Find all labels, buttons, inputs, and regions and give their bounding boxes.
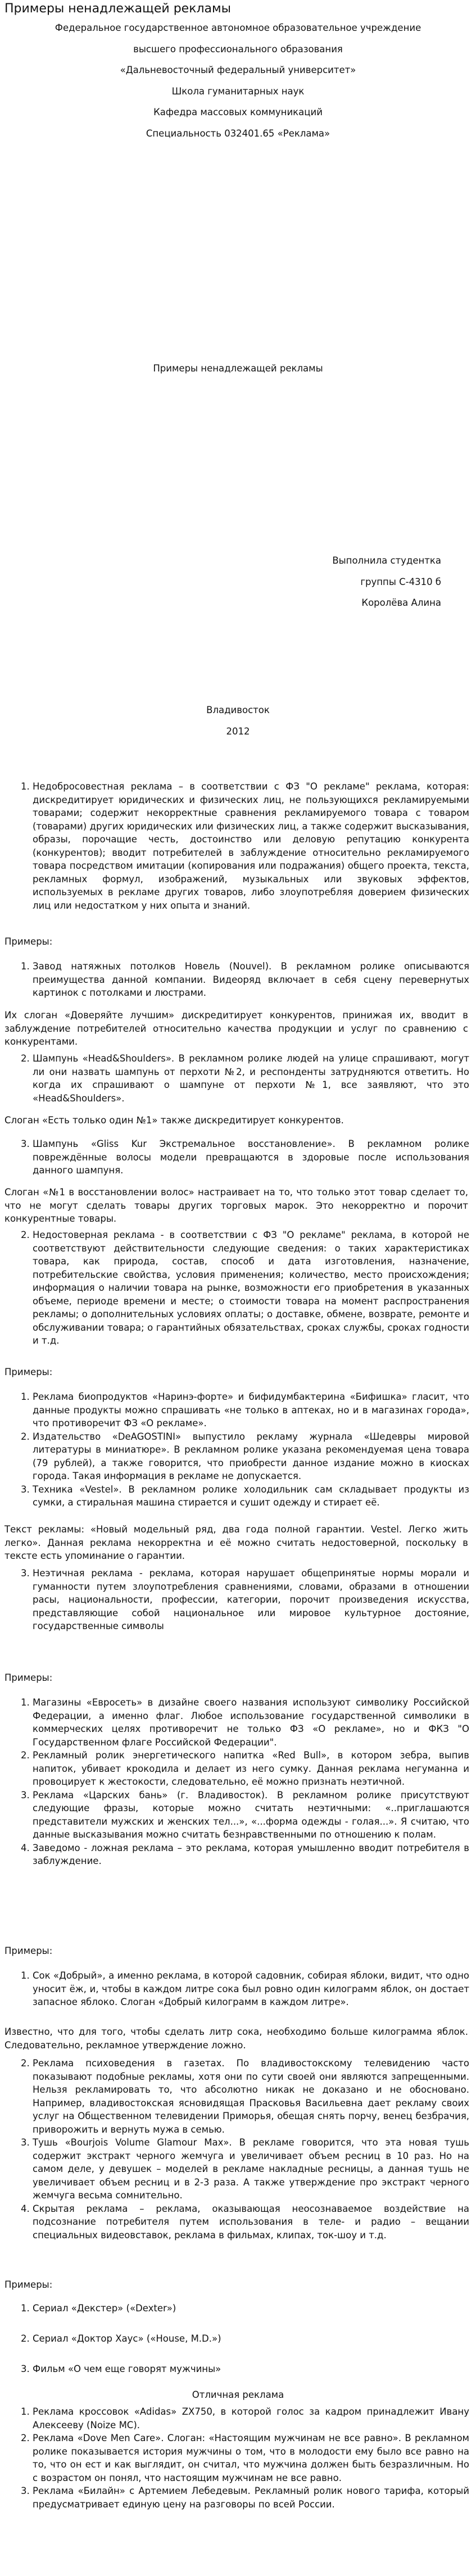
examples-list xyxy=(0,2405,476,2511)
examples-list xyxy=(0,1969,476,2009)
city: Владивосток xyxy=(206,705,270,715)
section-heading: Отличная реклама xyxy=(192,2389,284,2400)
examples-list xyxy=(0,2057,476,2242)
year: 2012 xyxy=(226,725,250,737)
examples-list xyxy=(0,2332,476,2346)
paragraph: Их слоган «Доверяйте лучшим» дискредитирует конкурентов, принижая их, вводит в заблуждение потребителей относительно качества продукции и услуг по сравнению с конкурентами. xyxy=(4,1010,468,1047)
list-item: 4. Скрытая реклама – реклама, оказывающая неосознаваемое воздействие на подсознание потребителя путем использования в теле- и радио – вещании специальных видеовставок, реклама в фильмах, клипах, ток-шоу и т.д. xyxy=(33,2202,476,2242)
list-item: 2. Сериал «Доктор Хаус» («House, M.D.») xyxy=(33,2332,476,2346)
paragraph: Слоган «№1 в восстановлении волос» настраивает на то, что только этот товар сделает то, что не могут сделать товары других торговых марок. Это некорректно и порочит конкурентные товары. xyxy=(4,1187,468,1224)
list-item: 2. Реклама психоведения в газетах. По владивостокскому телевидению часто показывают подобные рекламы, хотя они по сути своей они являются запрещенными. Нельзя рекламировать то, что абсолютно никак не доказано и не обосновано. Например, владивостокская ясновидящая Прасковья Васильевна дает рекламу своих услуг на Общественном телевидении Приморья, обещая снять порчу, венец безбрачия, приворожить и вернуть мужа в семью. xyxy=(33,2057,476,2136)
list-item: 3. Реклама «Царских бань» (г. Владивосток). В рекламном ролике присутствуют следующие фразы, которые можно считать неэтичными: «..приглашаются представители мужских и женских тел...», «...форма одежды - голая...». Я считаю, что данные высказывания можно считать безнравственными по отношению к полам. xyxy=(33,1789,476,1842)
list-item: 2. Шампунь «Head&Shoulders». В рекламном ролике людей на улице спрашивают, могут ли они назвать шампунь от перхоти №2, и респонденты затрудняются ответить. Но когда их спрашивают о шампуне от перхоти №1, все заявляют, что это «Head&Shoulders». xyxy=(33,1052,476,1105)
list-item: 3. Фильм «О чем еще говорят мужчины» xyxy=(33,2362,476,2376)
examples-label: Примеры: xyxy=(4,1367,53,1377)
page-title: Примеры ненадлежащей рекламы xyxy=(4,2,232,16)
header-line: Кафедра массовых коммуникаций xyxy=(153,107,323,117)
header-line: Школа гуманитарных наук xyxy=(171,85,305,97)
definition-list xyxy=(0,780,476,912)
list-item: 1. Завод натяжных потолков Новель (Nouvel). В рекламном ролике описываются преимущества данной компании. Видеоряд включает в себя сцену перевернутых картинок с потолками и люстрами. xyxy=(33,960,476,1000)
signature-line: Королёва Алина xyxy=(361,597,441,608)
paragraph: Известно, что для того, чтобы сделать литр сока, необходимо больше килограмма яблок. Следовательно, рекламное утверждение ложно. xyxy=(4,2026,468,2051)
definition-list xyxy=(0,1567,476,1633)
header-line: Федеральное государственное автономное образовательное учреждение xyxy=(55,22,421,33)
signature-line: Выполнила студентка xyxy=(332,555,441,566)
list-item: 1. Реклама кроссовок «Adidas» ZX750, в которой голос за кадром принадлежит Ивану Алексееву (Noize MC). xyxy=(33,2405,476,2432)
list-item: 1. Недобросовестная реклама – в соответствии с ФЗ "О рекламе" реклама, которая: дискредитирует юридических и физических лиц, не пользующихся рекламируемыми товарами; содержит некорректные сравнения рекламируемого товара с товаром (товарами) других юридических или физических лиц, а также содержит высказывания, образы, порочащие честь, достоинство или деловую репутацию конкурента (конкурентов); вводит потребителей в заблуждение относительно рекламируемого товара посредством имитации (копирования или подражания) общего проекта, текста, рекламных формул, изображений, музыкальных или звуковых эффектов, используемых в рекламе других товаров, либо злоупотребляя доверием физических лиц или недостатком у них опыта и знаний. xyxy=(33,780,476,912)
examples-label: Примеры: xyxy=(4,936,53,947)
list-item: 3. Неэтичная реклама - реклама, которая нарушает общепринятые нормы морали и гуманности путем злоупотребления сравнениями, словами, образами в отношении расы, национальности, профессии, категории, порочит произведения искусства, представляющие собой национальное или мировое культурное достояние, государственные символы xyxy=(33,1567,476,1633)
header-line: Специальность 032401.65 «Реклама» xyxy=(146,128,330,139)
signature-line: группы С-4310 б xyxy=(360,576,441,587)
document-title: Примеры ненадлежащей рекламы xyxy=(153,363,323,374)
examples-list xyxy=(0,1137,476,1177)
header-line: «Дальневосточный федеральный университет» xyxy=(120,65,356,75)
definition-list xyxy=(0,1228,476,1348)
list-item: 1. Магазины «Евросеть» в дизайне своего названия используют символику Российской Федерации, а именно флаг. Любое использование государственной символики в коммерческих целях противоречит не только ФЗ «О рекламе», но и ФКЗ "О Государственном флаге Российской Федерации". xyxy=(33,1696,476,1749)
list-item: 2. Рекламный ролик энергетического напитка «Red Bull», в котором зебра, выпив напиток, убивает крокодила и делает из него сумку. Данная реклама негуманна и провоцирует к жестокости, следовательно, её можно признать неэтичной. xyxy=(33,1749,476,1789)
examples-list xyxy=(0,960,476,1000)
examples-list xyxy=(0,1052,476,1105)
city-year xyxy=(0,704,476,738)
examples-list xyxy=(0,2362,476,2376)
paragraph: Слоган «Есть только один №1» также дискредитирует конкурентов. xyxy=(4,1115,344,1126)
list-item: 1. Сок «Добрый», а именно реклама, в которой садовник, собирая яблоки, видит, что одно уносит ёж, и, чтобы в каждом литре сока был ровно один килограмм яблок, он достает запасное яблоко. Слоган «Добрый килограмм в каждом литре». xyxy=(33,1969,476,2009)
signature-block xyxy=(332,554,441,610)
list-item: 2. Недостоверная реклама - в соответствии с ФЗ "О рекламе" реклама, в которой не соответствуют действительности следующие сведения: о таких характеристиках товара, как природа, состав, способ и дата изготовления, назначение, потребительские свойства, условия применения; количество, место происхождения; информация о наличии товара на рынке, возможности его приобретения в указанных объеме, периоде времени и месте; о стоимости товара на момент распространения рекламы; о дополнительных условиях оплаты; о доставке, обмене, возврате, ремонте и обслуживании товара; о гарантийных обязательствах, сроках службы, сроках годности и т.д. xyxy=(33,1228,476,1348)
list-item: 2. Издательство «DeAGOSTINI» выпустило рекламу журнала «Шедевры мировой литературы в миниатюре». В рекламном ролике указана рекомендуемая цена товара (79 рублей), а также говорится, что приобрести данное издание можно в киосках города. Такая информация в рекламе не допускается. xyxy=(33,1430,476,1483)
list-item: 1. Реклама биопродуктов «Наринэ-форте» и бифидумбактерина «Бифишка» гласит, что данные продукты можно спрашивать «не только в аптеках, но и в магазинах города», что противоречит ФЗ «О рекламе». xyxy=(33,1390,476,1430)
list-item: 3. Тушь «Bourjois Volume Glamour Max». В рекламе говорится, что эта новая тушь содержит экстракт черного жемчуга и увеличивает объем ресниц в 10 раз. Но на самом деле, у девушек – моделей в рекламе накладные ресницы, а данная тушь не увеличивает объем ресниц и в 2-3 раза. А также утверждение про экстракт черного жемчуга весьма сомнительно. xyxy=(33,2136,476,2202)
list-item: 4. Заведомо - ложная реклама – это реклама, которая умышленно вводит потребителя в заблуждение. xyxy=(33,1842,476,1868)
list-item: 2. Реклама «Dove Men Care». Слоган: «Настоящим мужчинам не все равно». В рекламном ролике показывается история мужчины о том, что в молодости ему было все равно на то, что он ест и как выглядит, он считал, что мужчина должен быть безразличным. Но с возрастом он понял, что настоящим мужчинам не все равно. xyxy=(33,2432,476,2484)
examples-list xyxy=(0,1696,476,1868)
examples-label: Примеры: xyxy=(4,1672,53,1683)
paragraph: Текст рекламы: «Новый модельный ряд, два года полной гарантии. Vestel. Легко жить легко». Данная реклама некорректна и её можно считать недостоверной, поскольку в тексте есть упоминание о гарантии. xyxy=(4,1524,468,1561)
list-item: 3. Техника «Vestel». В рекламном ролике холодильник сам складывает продукты из сумки, а стиральная машина стирается и сушит одежду и стирает её. xyxy=(33,1483,476,1509)
list-item: 1. Сериал «Декстер» («Dexter») xyxy=(33,2302,476,2315)
examples-label: Примеры: xyxy=(4,1945,53,1956)
examples-list xyxy=(0,1390,476,1509)
header-line: высшего профессионального образования xyxy=(133,43,343,55)
examples-list xyxy=(0,2302,476,2315)
examples-label: Примеры: xyxy=(4,2279,53,2290)
title-page-header xyxy=(0,21,476,140)
list-item: 3. Реклама «Билайн» с Артемием Лебедевым. Рекламный ролик нового тарифа, который предусматривает единую цену на разговоры по всей России. xyxy=(33,2484,476,2511)
list-item: 3. Шампунь «Gliss Kur Экстремальное восстановление». В рекламном ролике повреждённые волосы модели превращаются в здоровые после использования данного шампуня. xyxy=(33,1137,476,1177)
